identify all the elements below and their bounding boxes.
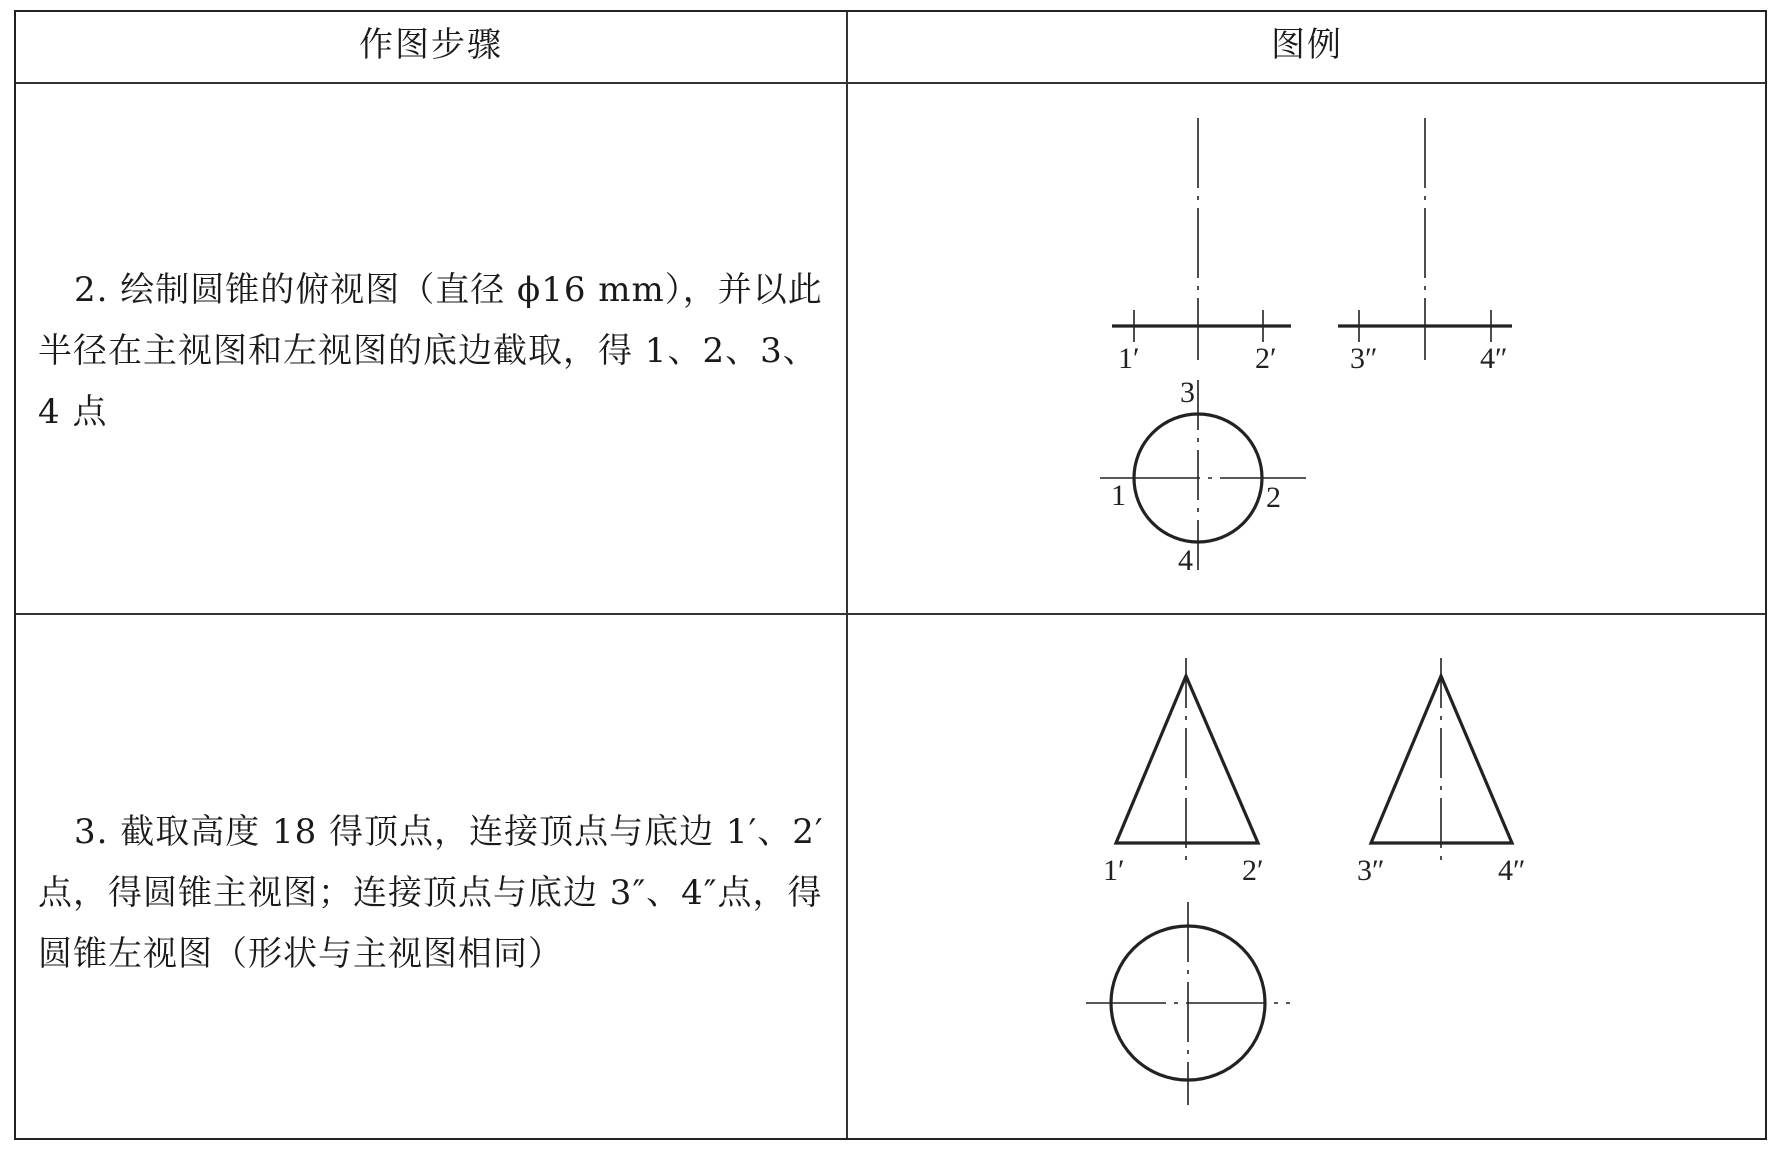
front-cone-triangle <box>1116 676 1258 843</box>
figure-step-2 <box>1100 118 1512 576</box>
label-1-prime-cone: 1′ <box>1103 854 1125 887</box>
label-2-prime-cone: 2′ <box>1242 854 1264 887</box>
label-1-prime: 1′ <box>1118 342 1140 375</box>
label-4-dprime-cone: 4″ <box>1498 854 1526 887</box>
label-1: 1 <box>1111 479 1126 512</box>
figure-step-3 <box>1086 658 1512 1105</box>
label-3-dprime-cone: 3″ <box>1357 854 1385 887</box>
label-4-dprime: 4″ <box>1480 342 1508 375</box>
label-3-dprime: 3″ <box>1350 342 1378 375</box>
header-illustration: 图例 <box>1271 25 1343 65</box>
step-2-text: 2. 绘制圆锥的俯视图（直径 ϕ16 mm），并以此半径在主视图和左视图的底边截取，得 1、2、3、4 点 <box>38 270 823 432</box>
step-3-text: 3. 截取高度 18 得顶点，连接顶点与底边 1′、2′点，得圆锥主视图；连接顶点与底边 3″、4″点，得圆锥左视图（形状与主视图相同） <box>38 812 824 974</box>
label-3: 3 <box>1180 376 1195 409</box>
label-2: 2 <box>1266 481 1281 514</box>
label-2-prime: 2′ <box>1255 342 1277 375</box>
figure-step-3-labels <box>1103 854 1526 887</box>
label-4: 4 <box>1178 544 1193 577</box>
figure-step-2-labels <box>1111 342 1508 577</box>
header-steps: 作图步骤 <box>359 25 503 65</box>
